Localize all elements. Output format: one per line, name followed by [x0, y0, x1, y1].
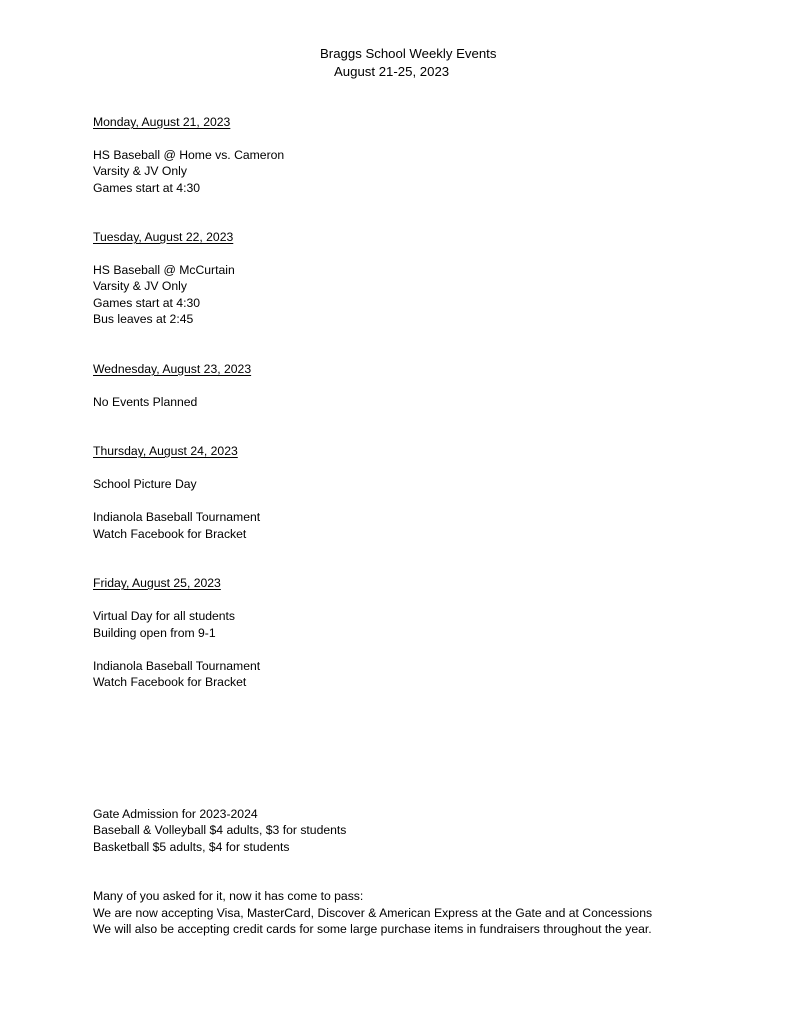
event-line: Games start at 4:30: [93, 181, 201, 195]
event-line: Building open from 9-1: [93, 626, 216, 640]
day-heading-tuesday: Tuesday, August 22, 2023: [93, 230, 234, 244]
document-title: Braggs School Weekly Events: [320, 46, 497, 61]
admission-line: Basketball $5 adults, $4 for students: [93, 840, 290, 854]
event-line: Watch Facebook for Bracket: [93, 675, 247, 689]
event-line: No Events Planned: [93, 395, 198, 409]
event-line: Virtual Day for all students: [93, 609, 236, 623]
day-heading-friday: Friday, August 25, 2023: [93, 576, 221, 590]
day-heading-wednesday: Wednesday, August 23, 2023: [93, 362, 252, 376]
event-line: Indianola Baseball Tournament: [93, 510, 261, 524]
document-date-range: August 21-25, 2023: [334, 64, 450, 79]
admission-heading: Gate Admission for 2023-2024: [93, 807, 258, 821]
day-heading-thursday: Thursday, August 24, 2023: [93, 444, 238, 458]
event-line: Indianola Baseball Tournament: [93, 659, 261, 673]
event-line: Varsity & JV Only: [93, 164, 187, 178]
event-line: HS Baseball @ Home vs. Cameron: [93, 148, 285, 162]
admission-line: Baseball & Volleyball $4 adults, $3 for students: [93, 823, 347, 837]
event-line: Watch Facebook for Bracket: [93, 527, 247, 541]
payment-line: We are now accepting Visa, MasterCard, Discover & American Express at the Gate and at Concessions: [93, 906, 653, 920]
event-line: Varsity & JV Only: [93, 279, 187, 293]
day-heading-monday: Monday, August 21, 2023: [93, 115, 231, 129]
event-line: School Picture Day: [93, 477, 197, 491]
event-line: HS Baseball @ McCurtain: [93, 263, 235, 277]
payment-line: Many of you asked for it, now it has come to pass:: [93, 889, 364, 903]
payment-line: We will also be accepting credit cards for some large purchase items in fundraisers throughout the year.: [93, 922, 652, 936]
event-line: Bus leaves at 2:45: [93, 312, 194, 326]
event-line: Games start at 4:30: [93, 296, 201, 310]
